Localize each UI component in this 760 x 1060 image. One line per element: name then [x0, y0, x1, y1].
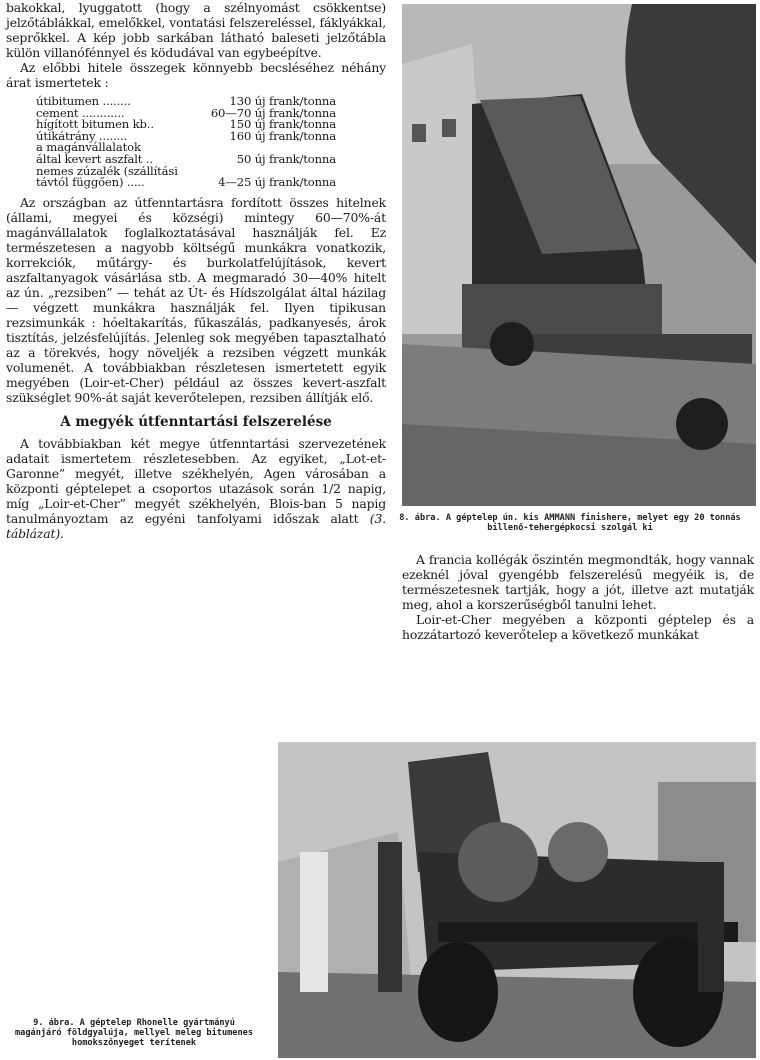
table-reference: (3. táblázat). [6, 510, 386, 541]
price-row: hígított bitumen kb.. 150 új frank/tonna [36, 117, 336, 132]
price-row: cement ............ 60—70 új frank/tonna [36, 105, 336, 120]
paragraph: A továbbiakban két megye útfenntartási szervezetének adatait ismertetem részletesebben. Az egyiket, „Lot-et-Garonne” megyét, illetve székhelyén, Agen városában a központi géptelepet a csoportos utazások során 1/2 napig, míg „Loir-et-Cher” megyét székhelyén, Blois-ban 5 napig tanulmányoztam az egyéni tanfolyami időszak alatt (3. táblázat). [6, 435, 386, 541]
section-heading: A megyék útfenntartási felszerelése [60, 413, 332, 430]
left-column [6, 0, 386, 541]
price-row: útikátrány ........ 160 új frank/tonna [36, 128, 336, 143]
grader-machine-image [278, 742, 756, 1058]
right-column [402, 552, 754, 642]
price-row: távtól függően) ..... 4—25 új frank/tonna [36, 175, 336, 190]
price-row: által kevert aszfalt .. 50 új frank/tonna [36, 151, 336, 166]
figure-8-photo [402, 4, 756, 506]
paragraph: A francia kollégák őszintén megmondták, hogy vannak ezeknél jóval gyengébb felszerelésű megyéik is, de természetesnek tartják, hogy a jót, illetve azt mutatják meg, ahol a korszerűségből tanulni lehet. [402, 552, 754, 612]
paragraph: bakokkal, lyuggatott (hogy a szélnyomást csökkentse) jelzőtáblákkal, emelőkkel, vontatási felszereléssel, fáklyákkal, seprőkkel. A kép jobb sarkában látható baleseti jelzőtábla külön villanófénnyel és ködudával van egybeépítve. [6, 0, 386, 60]
paragraph: Az országban az útfenntartásra fordított összes hitelnek (állami, megyei és községi) mintegy 60—70%-át magánvállalatok foglalkoztatásával használják fel. Ez természetesen a nagyobb költségű munkákra vonatkozik, korrekciók, műtárgy- és burkolatfelújítások, kevert aszfaltanyagok vásárlása stb. A megmaradó 30—40% hitelt az ún. „rezsiben” — tehát az Út- és Hídszolgálat által házilag — végzett munkákra használják fel. Ilyen tipikusan rezsimunkák : hóeltakarítás, fűkaszálás, padkanyesés, árok tisztítás, jelzésfelújítás. Jelenleg sok megyében tapasztalható az a törekvés, hogy növeljék a rezsiben végzett munkák volumenét. A továbbiakban részletesen ismertetett egyik megyében (Loir-et-Cher) például az összes kevert-aszfalt szükséglet 90%-át saját keverőtelepen, rezsiben állítják elő. [6, 194, 386, 405]
figure-9-caption: 9. ábra. A géptelep Rhonelle gyártmányú magánjáró földgyalúja, mellyel meleg bitumenes homokszőnyeget terítenek [15, 1018, 253, 1048]
paver-truck-image [402, 4, 756, 506]
price-row: útibitumen ........ 130 új frank/tonna [36, 94, 336, 108]
paragraph: Loir-et-Cher megyében a központi géptelep és a hozzátartozó keverőtelep a következő munkákat [402, 612, 754, 642]
price-list [36, 96, 336, 189]
price-row: nemes zúzalék (szállítási [36, 163, 178, 178]
paragraph: Az előbbi hitele összegek könnyebb becsléséhez néhány árat ismertetek : [6, 60, 386, 90]
price-row: a magánvállalatok [36, 140, 141, 155]
figure-9-photo [278, 742, 756, 1058]
figure-8-caption: 8. ábra. A géptelep ún. kis AMMANN finishere, melyet egy 20 tonnás billenő-tehergépkocsi szolgál ki [399, 513, 741, 533]
